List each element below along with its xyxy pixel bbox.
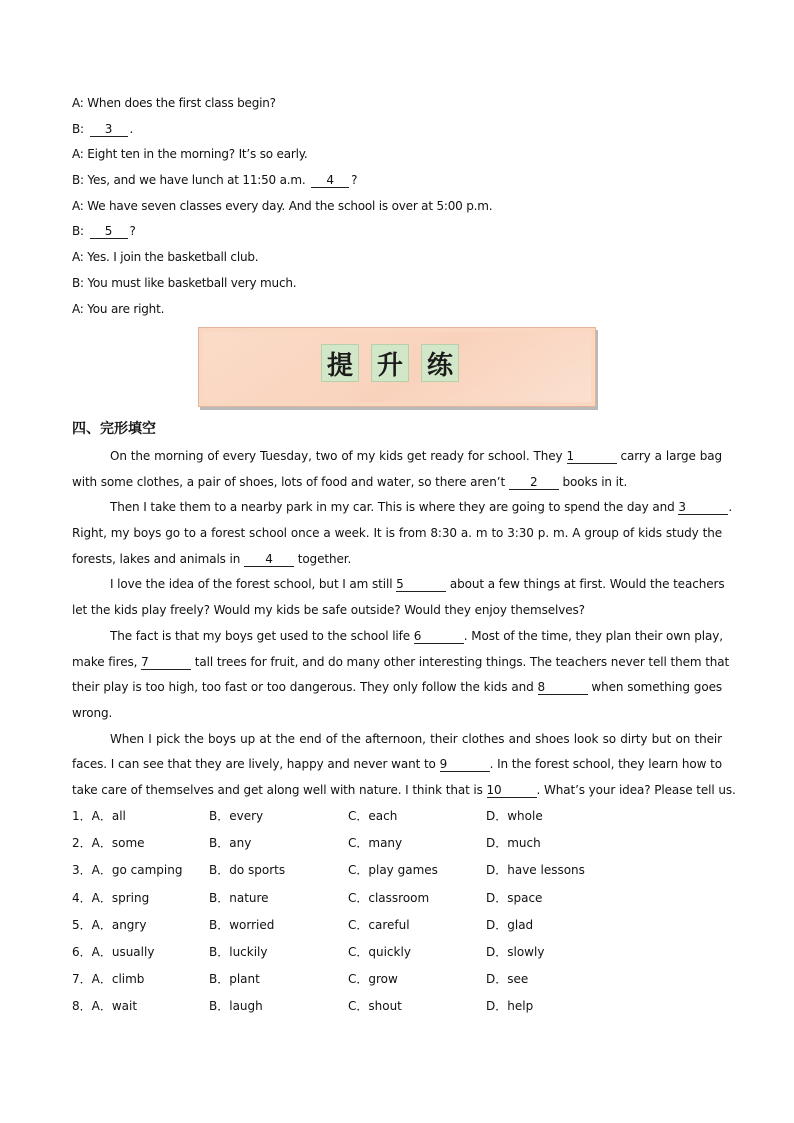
passage-line bbox=[72, 600, 722, 626]
options-list bbox=[72, 806, 722, 1024]
option-row bbox=[72, 833, 722, 860]
option-b: B．nature bbox=[209, 890, 269, 905]
option-d: D．glad bbox=[486, 917, 534, 932]
passage-line bbox=[72, 729, 722, 755]
option-row bbox=[72, 996, 722, 1023]
passage-text: about a few things at first. Would the teachers bbox=[446, 577, 725, 592]
option-row bbox=[72, 969, 722, 996]
banner-title bbox=[321, 344, 459, 382]
answer-blank: 4 bbox=[311, 173, 349, 188]
cloze-passage bbox=[72, 446, 736, 806]
cloze-blank: 4 bbox=[244, 552, 294, 567]
option-a: 6．A．usually bbox=[72, 944, 155, 959]
passage-text: . In the forest school, they learn how to bbox=[489, 757, 722, 772]
passage-line bbox=[72, 626, 722, 652]
option-row bbox=[72, 860, 722, 887]
option-b: B．any bbox=[209, 836, 252, 851]
option-d: D．much bbox=[486, 836, 541, 851]
option-a: 8．A．wait bbox=[72, 999, 138, 1014]
passage-line bbox=[72, 780, 736, 806]
passage-text: with some clothes, a pair of shoes, lots of food and water, so there aren’t bbox=[72, 474, 509, 489]
dialogue-line: A: When does the first class begin? bbox=[72, 96, 276, 110]
answer-blank: 3 bbox=[90, 122, 128, 137]
cloze-blank: 2 bbox=[509, 475, 559, 490]
dialogue-line: B: 3 . bbox=[72, 121, 134, 136]
passage-text: . bbox=[728, 500, 733, 515]
dialogue-line: A: Yes. I join the basketball club. bbox=[72, 250, 259, 265]
dialogue-line: B: Yes, and we have lunch at 11:50 a.m. 4 ? bbox=[72, 173, 358, 188]
passage-text: their play is too high, too fast or too dangerous. They only follow the kids and bbox=[72, 680, 538, 695]
passage-text: take care of themselves and get along well with nature. I think that is bbox=[72, 782, 487, 797]
dialogue-line: B: You must like basketball very much. bbox=[72, 275, 297, 290]
option-d: D．space bbox=[486, 890, 543, 905]
passage-line bbox=[72, 652, 730, 678]
option-a: 4．A．spring bbox=[72, 890, 150, 905]
passage-line bbox=[72, 703, 722, 729]
option-a: 1．A．all bbox=[72, 809, 126, 823]
option-b: B．luckily bbox=[209, 944, 268, 959]
option-c: C．each bbox=[348, 809, 398, 823]
cloze-blank: 1 bbox=[567, 449, 617, 464]
passage-text: books in it. bbox=[558, 474, 628, 489]
passage-text: carry a large bag bbox=[616, 449, 722, 463]
passage-text: wrong. bbox=[72, 705, 113, 720]
option-c: C．play games bbox=[348, 863, 438, 878]
option-row bbox=[72, 915, 722, 942]
option-row bbox=[72, 942, 722, 969]
option-b: B．plant bbox=[209, 972, 260, 987]
option-d: D．slowly bbox=[486, 944, 545, 959]
passage-line bbox=[72, 497, 733, 523]
dialogue-line: B: 5 ? bbox=[72, 224, 136, 239]
passage-text: tall trees for fruit, and do many other interesting things. The teachers never tell them that bbox=[191, 654, 730, 669]
passage-text: when something goes bbox=[587, 680, 722, 695]
option-c: C．careful bbox=[348, 917, 410, 932]
answer-blank: 5 bbox=[90, 224, 128, 239]
cloze-blank: 10 bbox=[487, 783, 537, 798]
option-b: B．laugh bbox=[209, 999, 263, 1014]
passage-text: Then I take them to a nearby park in my car. This is where they are going to spend the day and bbox=[110, 500, 679, 515]
cloze-blank: 9 bbox=[440, 757, 490, 772]
dialogue-line: A: We have seven classes every day. And the school is over at 5:00 p.m. bbox=[72, 198, 493, 213]
passage-text: I love the idea of the forest school, but I am still bbox=[110, 577, 397, 592]
passage-text: make fires, bbox=[72, 654, 142, 669]
option-c: C．many bbox=[348, 836, 403, 851]
option-b: B．worried bbox=[209, 917, 275, 932]
passage-line bbox=[72, 754, 722, 780]
option-d: D．help bbox=[486, 999, 534, 1014]
cloze-blank: 6 bbox=[414, 629, 464, 644]
cloze-blank: 5 bbox=[396, 577, 446, 592]
banner-char-tile: 提 bbox=[321, 344, 359, 382]
option-a: 3．A．go camping bbox=[72, 863, 183, 878]
passage-text: faces. I can see that they are lively, happy and never want to bbox=[72, 757, 440, 772]
option-d: D．whole bbox=[486, 809, 543, 823]
option-d: D．see bbox=[486, 972, 529, 987]
dialogue bbox=[72, 93, 732, 324]
passage-line bbox=[72, 677, 722, 703]
option-a: 7．A．climb bbox=[72, 972, 145, 987]
section-banner bbox=[198, 327, 596, 407]
passage-text: let the kids play freely? Would my kids be safe outside? Would they enjoy themselves? bbox=[72, 603, 585, 618]
passage-text: The fact is that my boys get used to the school life bbox=[110, 628, 414, 643]
option-c: C．grow bbox=[348, 972, 398, 987]
passage-line bbox=[72, 574, 725, 600]
passage-line bbox=[72, 549, 722, 575]
passage-text: On the morning of every Tuesday, two of my kids get ready for school. They bbox=[110, 449, 567, 463]
cloze-blank: 8 bbox=[538, 680, 588, 695]
passage-text: When I pick the boys up at the end of the afternoon, their clothes and shoes look so dirty but on their bbox=[110, 731, 722, 746]
passage-text: Right, my boys go to a forest school once a week. It is from 8:30 a. m to 3:30 p. m. A group of kids study the bbox=[72, 526, 722, 541]
dialogue-line: A: Eight ten in the morning? It’s so early. bbox=[72, 147, 308, 162]
dialogue-line: A: You are right. bbox=[72, 301, 165, 316]
option-c: C．classroom bbox=[348, 890, 430, 905]
option-a: 5．A．angry bbox=[72, 917, 147, 932]
cloze-blank: 7 bbox=[141, 655, 191, 670]
option-c: C．quickly bbox=[348, 944, 411, 959]
banner-char-tile: 升 bbox=[371, 344, 409, 382]
option-row bbox=[72, 888, 722, 915]
passage-text: forests, lakes and animals in bbox=[72, 551, 244, 566]
passage-line bbox=[72, 446, 722, 472]
passage-line bbox=[72, 523, 722, 549]
option-b: B．every bbox=[209, 809, 264, 823]
banner-char-tile: 练 bbox=[421, 344, 459, 382]
passage-line bbox=[72, 472, 722, 498]
option-d: D．have lessons bbox=[486, 863, 585, 878]
passage-text: . Most of the time, they plan their own play, bbox=[463, 628, 723, 643]
passage-text: . What’s your idea? Please tell us. bbox=[536, 782, 736, 797]
cloze-blank: 3 bbox=[678, 500, 728, 515]
section-heading: 四、完形填空 bbox=[72, 421, 156, 437]
option-b: B．do sports bbox=[209, 863, 286, 878]
option-c: C．shout bbox=[348, 999, 402, 1014]
passage-text: together. bbox=[294, 551, 352, 566]
option-a: 2．A．some bbox=[72, 836, 145, 851]
option-row bbox=[72, 806, 722, 833]
